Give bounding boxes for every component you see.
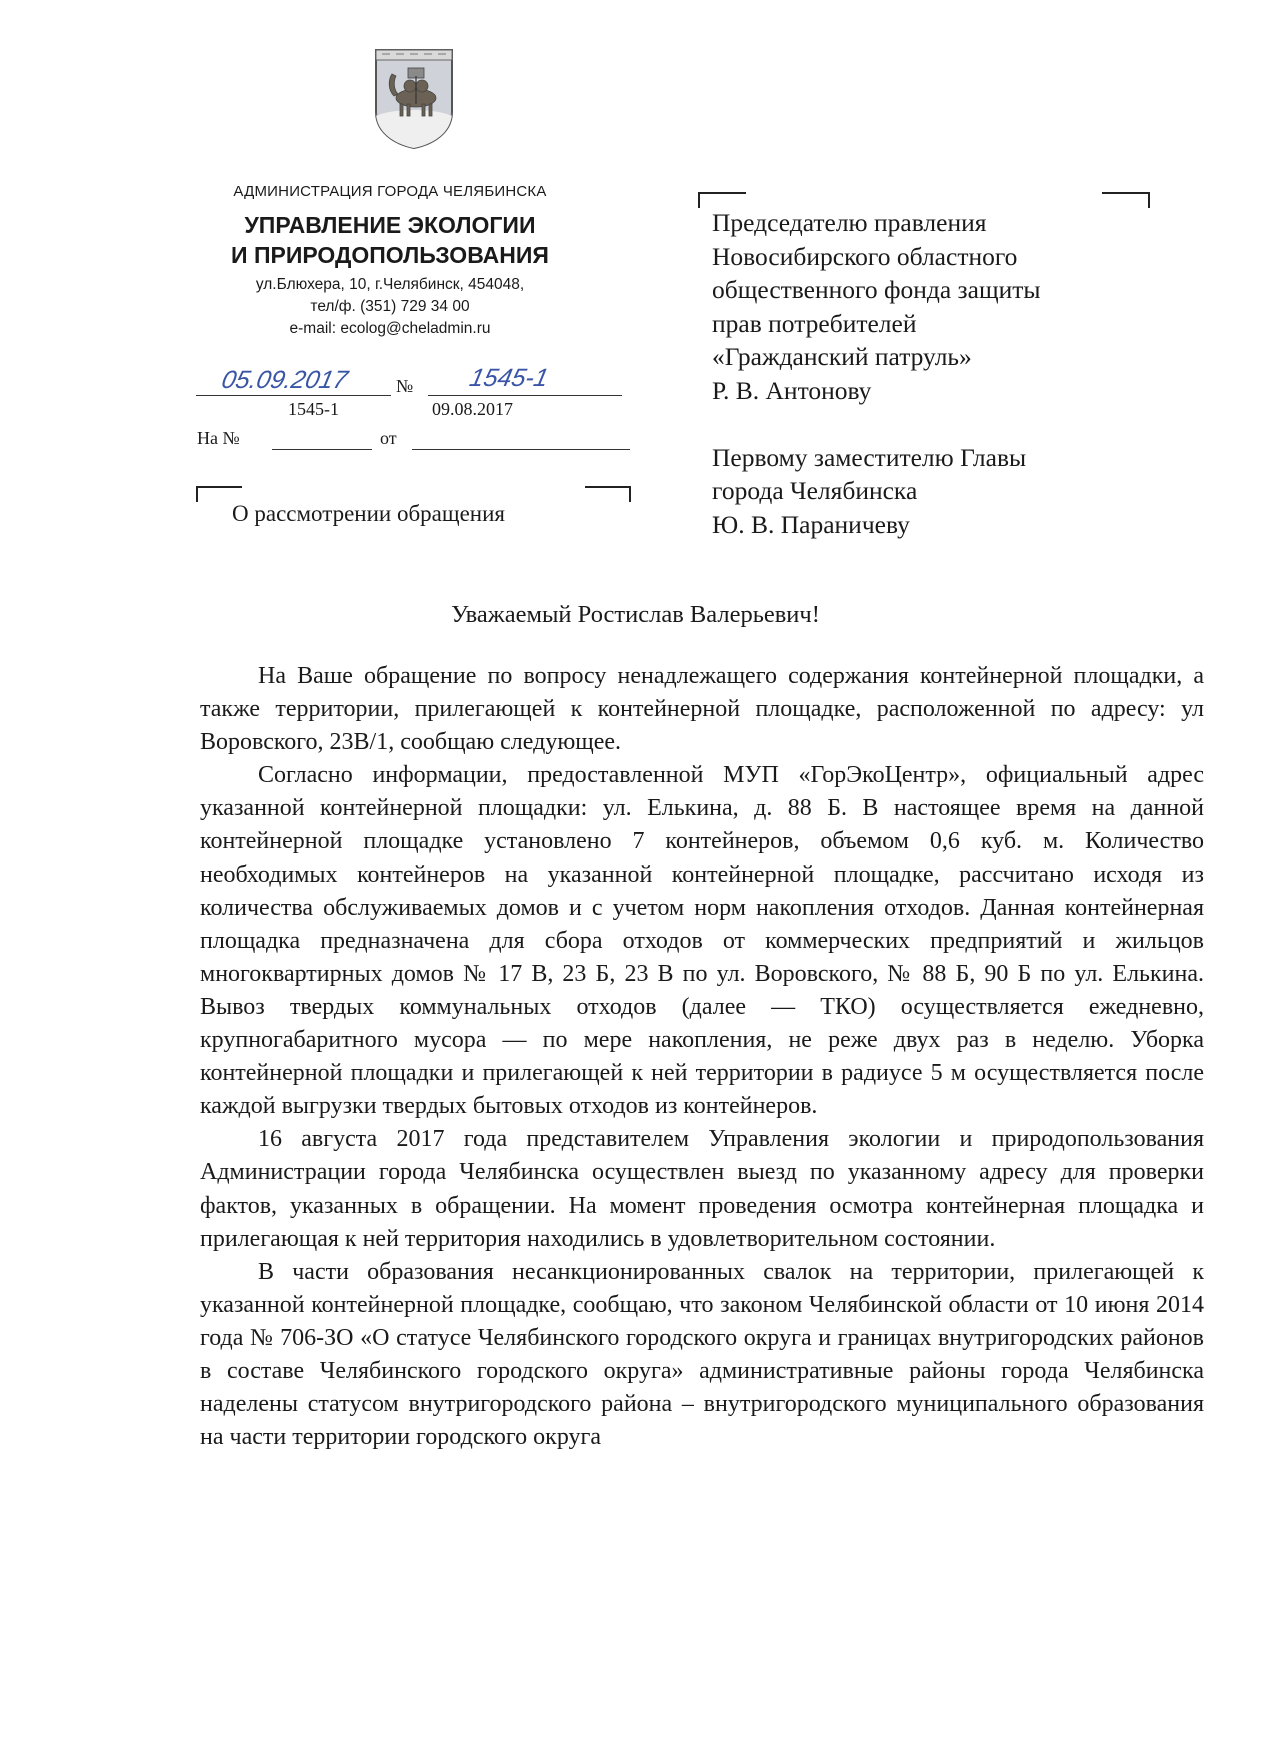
addressee-line: «Гражданский патруль»	[712, 342, 972, 371]
addressee-line: Ю. В. Параничеву	[712, 509, 910, 539]
reference-number-line	[272, 449, 372, 450]
addressee-line: прав потребителей	[712, 308, 917, 338]
letterhead-contacts	[200, 274, 580, 340]
registration-date-typed: 09.08.2017	[432, 399, 513, 419]
reference-date-line	[412, 449, 630, 450]
letterhead-admin: АДМИНИСТРАЦИЯ ГОРОДА ЧЕЛЯБИНСКА	[233, 183, 547, 200]
body-paragraph: Согласно информации, предоставленной МУП «ГорЭкоЦентр», официальный адрес указанной контейнерной площадки: ул. Елькина, д. 88 Б. В настоящее время на данной контейнерной площадке установлено 7 контейнеров, объемом 0,6 куб. м. Количество необходимых контейнеров на указанной контейнерной площадке, рассчитано исходя из количества обслуживаемых домов и с учетом норм накопления отходов. Данная контейнерная площадка предназначена для сбора отходов от коммерческих предприятий и жильцов многоквартирных домов № 17 В, 23 Б, 23 В по ул. Воровского, № 88 Б, 90 Б по ул. Елькина. Вывоз твердых коммунальных отходов (далее — ТКО) осуществляется ежедневно, крупногабаритного мусора — по мере накопления, не реже двух раз в неделю. Уборка контейнерной площадки и прилегающей к ней территории в радиусе 5 м осуществляется после каждой выгрузки твердых бытовых отходов из контейнеров.	[200, 762, 1204, 1120]
subject-line: О рассмотрении обращения	[232, 501, 505, 526]
body-paragraph: 16 августа 2017 года представителем Управления экологии и природопользования Администрации города Челябинска осуществлен выезд по указанному адресу для проверки фактов, указанных в обращении. На момент проведения осмотра контейнерная площадка и прилегающая к ней территория находились в удовлетворительном состоянии.	[200, 1126, 1204, 1252]
body-paragraph: В части образования несанкционированных свалок на территории, прилегающей к указанной контейнерной площадке, сообщаю, что законом Челябинской области от 10 июня 2014 года № 706-ЗО «О статусе Челябинского городского округа и границах внутригородских районов в составе Челябинского городского округа» административные районы города Челябинска наделены статусом внутригородского района – внутригородского муниципального образования на части территории городского округа	[200, 1258, 1204, 1451]
address: ул.Блюхера, 10, г.Челябинск, 454048,	[255, 276, 525, 293]
addressee-line: Первому заместителю Главы	[712, 442, 1027, 472]
addressee-line: Новосибирского областного	[712, 241, 1018, 271]
subject-bracket-right	[585, 486, 631, 502]
registration-date-handwritten: 05.09.2017	[219, 366, 351, 394]
number-sign: №	[396, 376, 414, 396]
date-underline	[196, 395, 391, 396]
addressee-spacer	[712, 407, 1232, 441]
department-line-1: УПРАВЛЕНИЕ ЭКОЛОГИИ	[244, 212, 536, 238]
addressee-line: общественного фонда защиты	[712, 275, 1041, 304]
reference-from-label: от	[380, 428, 397, 448]
addressee-line: Р. В. Антонову	[712, 375, 872, 405]
department-line-2: И ПРИРОДОПОЛЬЗОВАНИЯ	[231, 242, 549, 268]
body-paragraph: На Ваше обращение по вопросу ненадлежащего содержания контейнерной площадки, а также территории, прилегающей к контейнерной площадке, расположенной по адресу: ул Воровского, 23В/1, сообщаю следующее.	[200, 663, 1204, 756]
registration-number-handwritten: 1545-1	[467, 364, 551, 392]
salutation: Уважаемый Ростислав Валерьевич!	[451, 601, 820, 628]
addressee-line: города Челябинска	[712, 476, 918, 505]
reference-label: На №	[197, 428, 240, 448]
registration-number-typed: 1545-1	[288, 399, 339, 419]
addressee-line: Председателю правления	[712, 208, 987, 237]
letterhead-department	[200, 210, 580, 270]
letter-body	[200, 660, 1204, 1454]
phone: тел/ф. (351) 729 34 00	[310, 298, 470, 315]
subject-bracket-left	[196, 486, 242, 502]
email: e-mail: ecolog@cheladmin.ru	[289, 320, 491, 337]
coat-of-arms-icon	[372, 46, 456, 150]
number-underline	[428, 395, 622, 396]
addressee-block	[712, 206, 1232, 541]
